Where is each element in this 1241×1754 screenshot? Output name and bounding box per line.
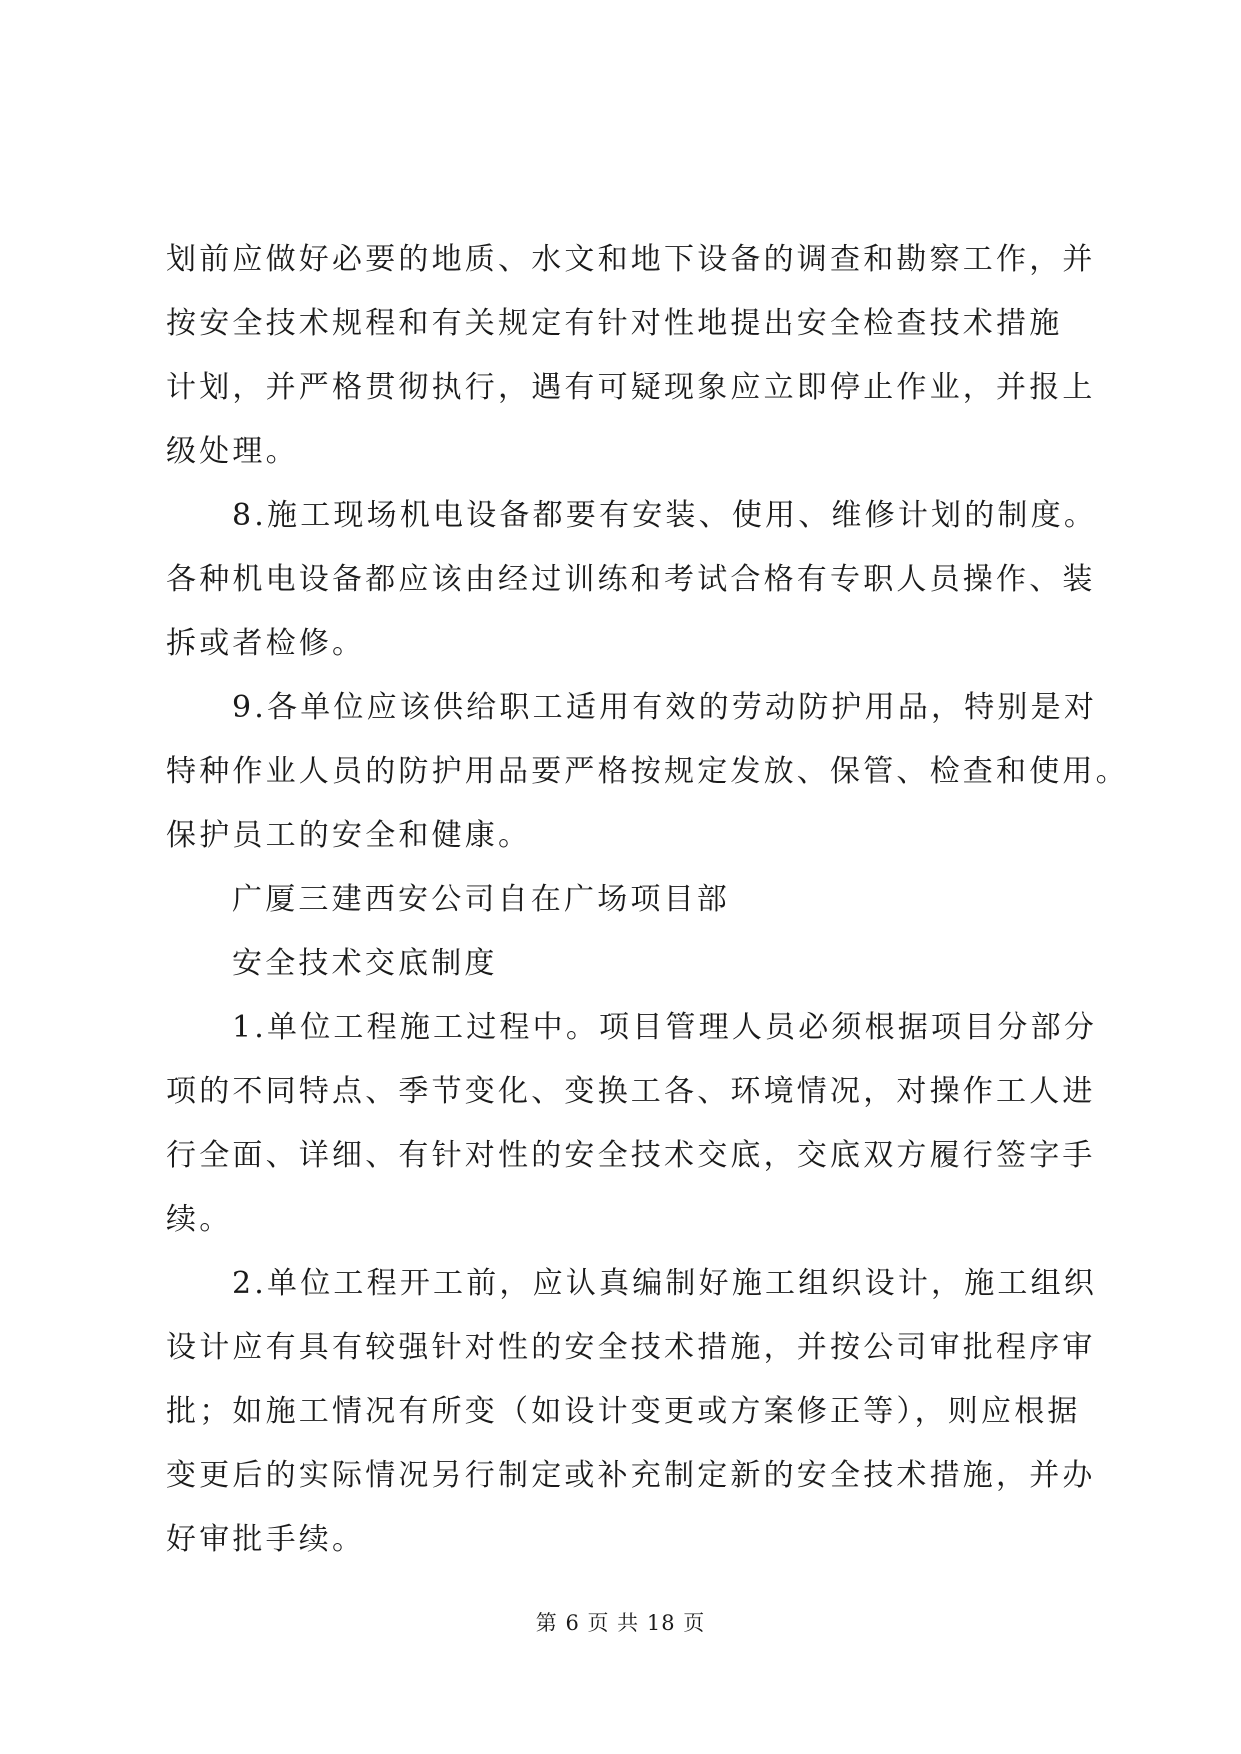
text-line: 设计应有具有较强针对性的安全技术措施，并按公司审批程序审 bbox=[166, 1330, 1096, 1365]
section-title: 安全技术交底制度 bbox=[232, 946, 498, 981]
text-line: 各种机电设备都应该由经过训练和考试合格有专职人员操作、装 bbox=[166, 562, 1096, 597]
text-line: 拆或者检修。 bbox=[166, 626, 366, 661]
text-line: 保护员工的安全和健康。 bbox=[166, 818, 532, 853]
organization-heading: 广厦三建西安公司自在广场项目部 bbox=[232, 882, 730, 917]
text-line: 划前应做好必要的地质、水文和地下设备的调查和勘察工作，并 bbox=[166, 242, 1096, 277]
text-line: 项的不同特点、季节变化、变换工各、环境情况，对操作工人进 bbox=[166, 1074, 1096, 1109]
paragraph-start-8: 8.施工现场机电设备都要有安装、使用、维修计划的制度。 bbox=[232, 498, 1098, 533]
page-number-footer: 第 6 页 共 18 页 bbox=[535, 1611, 706, 1635]
text-line: 计划，并严格贯彻执行，遇有可疑现象应立即停止作业，并报上 bbox=[166, 370, 1096, 405]
text-line: 好审批手续。 bbox=[166, 1522, 366, 1557]
text-line: 行全面、详细、有针对性的安全技术交底，交底双方履行签字手 bbox=[166, 1138, 1096, 1173]
text-line: 续。 bbox=[166, 1202, 233, 1237]
document-body bbox=[166, 228, 1129, 1572]
paragraph-start-1: 1.单位工程施工过程中。项目管理人员必须根据项目分部分 bbox=[232, 1010, 1098, 1045]
paragraph-start-2: 2.单位工程开工前，应认真编制好施工组织设计，施工组织 bbox=[232, 1266, 1098, 1301]
text-line: 特种作业人员的防护用品要严格按规定发放、保管、检查和使用。 bbox=[166, 754, 1129, 789]
text-line: 级处理。 bbox=[166, 434, 299, 469]
text-line: 按安全技术规程和有关规定有针对性地提出安全检查技术措施 bbox=[166, 306, 1063, 341]
paragraph-start-9: 9.各单位应该供给职工适用有效的劳动防护用品，特别是对 bbox=[232, 690, 1098, 725]
text-line: 批；如施工情况有所变（如设计变更或方案修正等），则应根据 bbox=[166, 1394, 1081, 1429]
text-line: 变更后的实际情况另行制定或补充制定新的安全技术措施，并办 bbox=[166, 1458, 1096, 1493]
